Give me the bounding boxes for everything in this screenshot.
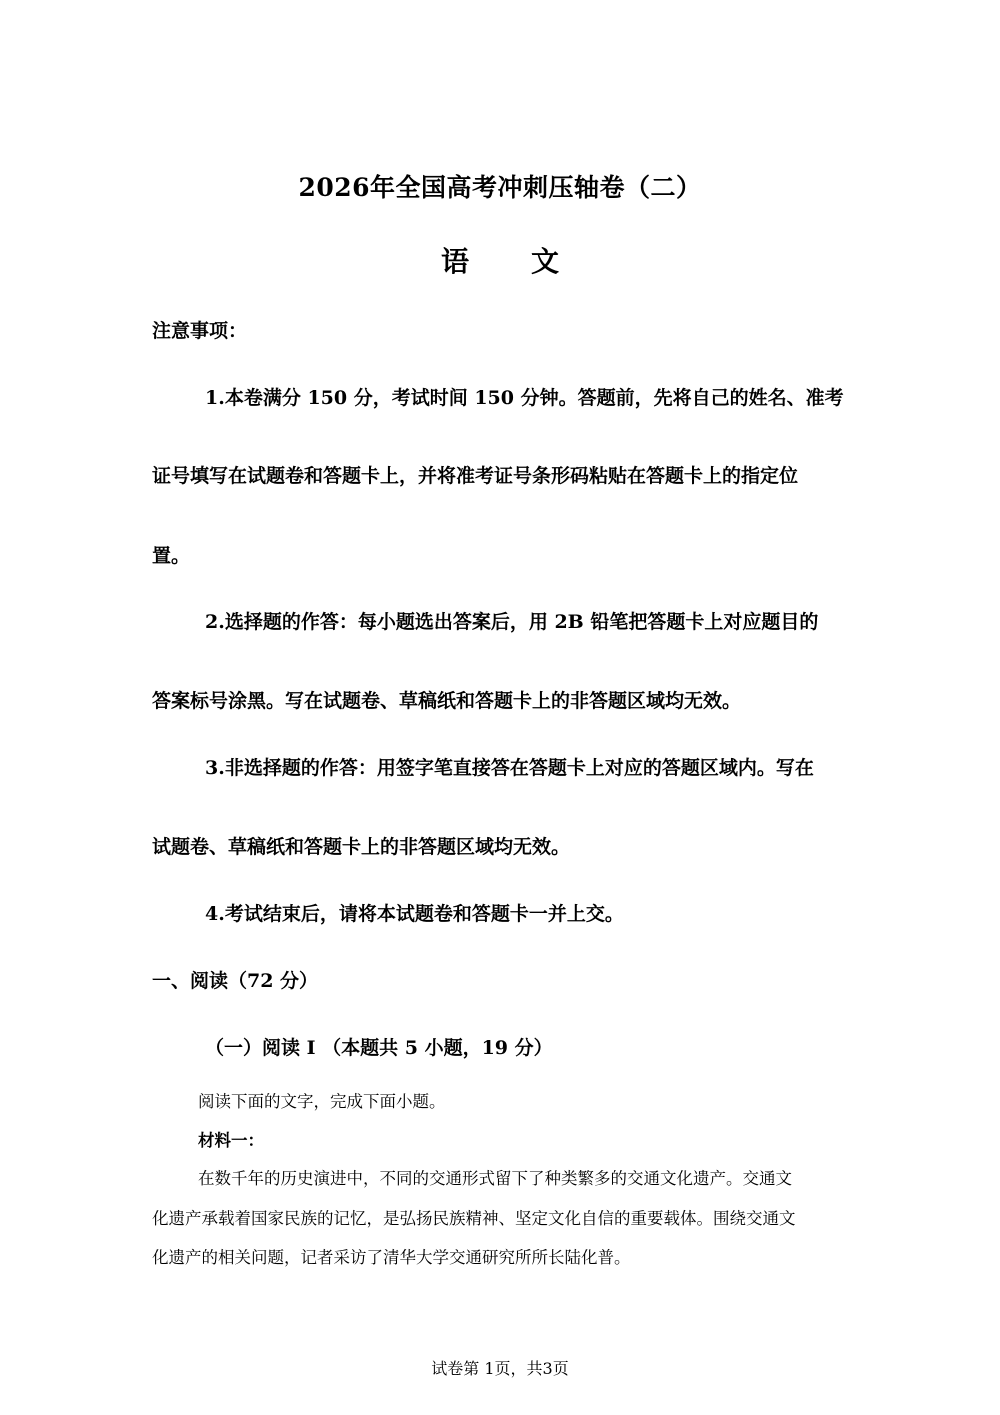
material-paragraph-line-3: 化遗产的相关问题，记者采访了清华大学交通研究所所长陆化普。 <box>152 1248 631 1267</box>
reading-instruction: 阅读下面的文字，完成下面小题。 <box>198 1092 446 1111</box>
notice-item-2-line-1: 2.选择题的作答：每小题选出答案后，用 2B 铅笔把答题卡上对应题目的 <box>205 611 819 633</box>
section-heading: 一、阅读（72 分） <box>152 970 319 992</box>
material-paragraph-line-2: 化遗产承载着国家民族的记忆，是弘扬民族精神、坚定文化自信的重要载体。围绕交通文 <box>152 1209 796 1228</box>
exam-title: 2026年全国高考冲刺压轴卷（二） <box>298 173 702 202</box>
subject-char-1: 语 <box>440 245 469 278</box>
subject-char-2: 文 <box>531 245 560 278</box>
notice-item-1-line-1: 1.本卷满分 150 分，考试时间 150 分钟。答题前，先将自己的姓名、准考 <box>205 387 844 409</box>
material-paragraph-line-1: 在数千年的历史演进中，不同的交通形式留下了种类繁多的交通文化遗产。交通文 <box>198 1169 792 1188</box>
subject-title <box>0 240 1000 280</box>
notice-heading: 注意事项： <box>152 320 248 342</box>
notice-item-1-line-3: 置。 <box>152 545 191 567</box>
notice-item-3-line-2: 试题卷、草稿纸和答题卡上的非答题区域均无效。 <box>152 836 571 858</box>
page-footer: 试卷第 1页，共3页 <box>431 1359 569 1378</box>
subsection-heading: （一）阅读 I （本题共 5 小题，19 分） <box>205 1037 553 1059</box>
notice-item-4-line-1: 4.考试结束后，请将本试题卷和答题卡一并上交。 <box>205 903 624 925</box>
notice-item-2-line-2: 答案标号涂黑。写在试题卷、草稿纸和答题卡上的非答题区域均无效。 <box>152 690 742 712</box>
notice-item-1-line-2: 证号填写在试题卷和答题卡上，并将准考证号条形码粘贴在答题卡上的指定位 <box>152 465 799 487</box>
notice-item-3-line-1: 3.非选择题的作答：用签字笔直接答在答题卡上对应的答题区域内。写在 <box>205 757 814 779</box>
material-label: 材料一： <box>198 1131 264 1150</box>
